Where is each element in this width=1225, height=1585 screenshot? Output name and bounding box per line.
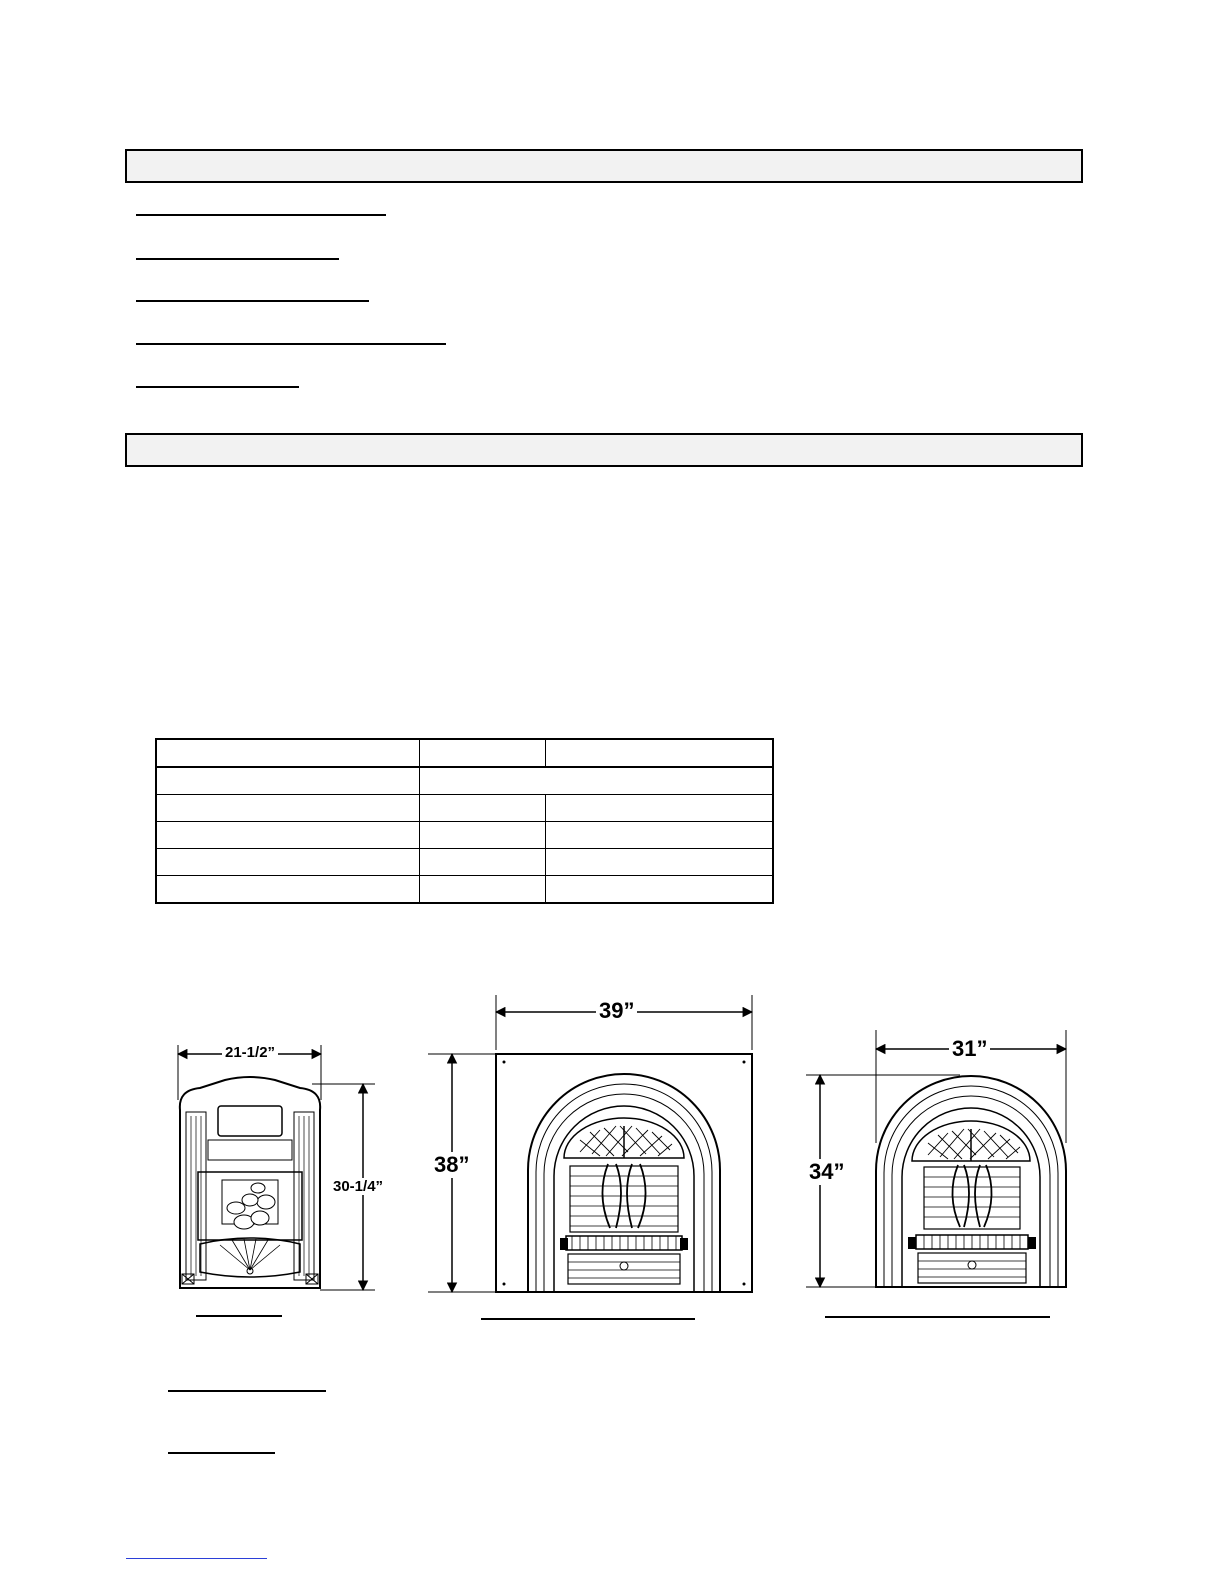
height-label-square: 38” <box>431 1152 472 1178</box>
table-cell <box>546 875 774 903</box>
table-cell <box>546 795 774 822</box>
table-cell <box>420 822 546 849</box>
table-cell <box>420 767 774 795</box>
note-line-2[interactable] <box>168 1452 275 1454</box>
table-cell <box>156 795 420 822</box>
width-label-square: 39” <box>596 998 637 1024</box>
caption-line-small <box>196 1315 282 1317</box>
table-cell <box>420 795 546 822</box>
feature-line-2[interactable] <box>136 258 339 260</box>
feature-line-5[interactable] <box>136 386 299 388</box>
table-cell <box>546 739 774 767</box>
table-cell <box>156 849 420 876</box>
footer-link-line[interactable] <box>126 1558 267 1559</box>
height-label-arch: 34” <box>806 1159 847 1185</box>
caption-line-arch <box>825 1316 1050 1318</box>
table-cell <box>420 849 546 876</box>
note-line-1[interactable] <box>168 1390 326 1392</box>
table-cell <box>420 739 546 767</box>
table-cell <box>156 767 420 795</box>
table-row <box>156 875 773 903</box>
spec-table <box>155 738 774 904</box>
section-header-2 <box>125 433 1083 467</box>
feature-line-1[interactable] <box>136 214 386 216</box>
section-header-1 <box>125 149 1083 183</box>
table-row <box>156 849 773 876</box>
table-cell <box>156 875 420 903</box>
heater-small-figure <box>160 1040 400 1310</box>
table-cell <box>546 822 774 849</box>
feature-line-3[interactable] <box>136 300 369 302</box>
caption-line-square <box>481 1318 695 1320</box>
table-cell <box>156 822 420 849</box>
table-row <box>156 795 773 822</box>
table-cell <box>420 875 546 903</box>
width-label-arch: 31” <box>949 1036 990 1062</box>
feature-line-4[interactable] <box>136 343 446 345</box>
table-row <box>156 767 773 795</box>
table-cell <box>156 739 420 767</box>
table-row <box>156 739 773 767</box>
insert-square-figure <box>420 990 770 1300</box>
height-label-small: 30-1/4” <box>330 1178 386 1195</box>
table-row <box>156 822 773 849</box>
table-cell <box>546 849 774 876</box>
width-label-small: 21-1/2” <box>222 1044 278 1061</box>
